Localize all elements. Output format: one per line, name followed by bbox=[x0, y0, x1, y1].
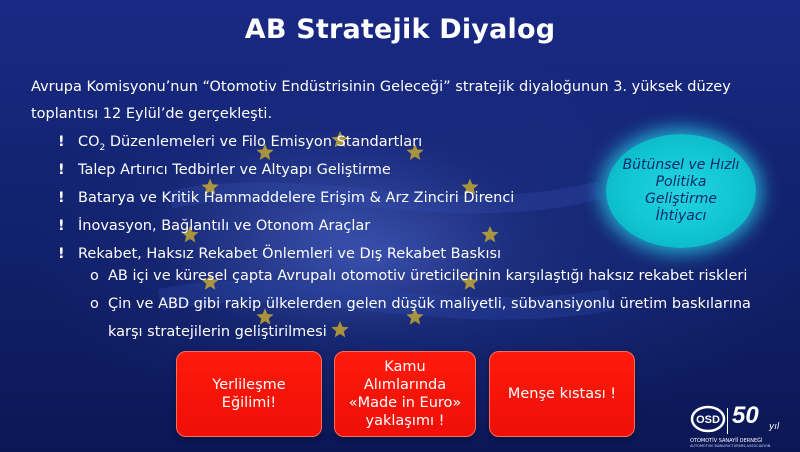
svg-text:OSD: OSD bbox=[696, 414, 720, 426]
logo-anniversary: 50 bbox=[732, 402, 759, 429]
box-localization bbox=[176, 351, 322, 437]
osd-logo-icon bbox=[690, 404, 726, 434]
callout-circle bbox=[606, 134, 756, 248]
sub-bullet-mark: o bbox=[90, 268, 99, 284]
bullet-mark: ! bbox=[58, 246, 65, 262]
box-text: Yerlileşme Eğilimi! bbox=[212, 377, 286, 411]
logo-anniversary-suffix: yıl bbox=[769, 422, 780, 432]
logo-org-sub: AUTOMOTIVE MANUFACTURERS ASSOCIATION bbox=[690, 444, 771, 448]
bullet-text: $CO_2$ Düzenlemeleri ve Filo Emisyon Standartları bbox=[78, 134, 423, 153]
sub-bullet-text: Çin ve ABD gibi rakip ülkelerden gelen düşük maliyetli, sübvansiyonlu üretim baskılarına karşı stratejilerin geliştirilmesi bbox=[108, 296, 751, 340]
callout-text: Bütünsel ve Hızlı Politika Geliştirme İhtiyacı bbox=[622, 157, 740, 224]
box-text: Kamu Alımlarında «Made in Euro» yaklaşımı ! bbox=[348, 359, 462, 429]
box-origin-criterion bbox=[489, 351, 635, 437]
intro-paragraph: Avrupa Komisyonu’nun “Otomotiv Endüstrisinin Geleceği” stratejik diyaloğunun 3. yüksek düzey toplantısı 12 Eylül’de gerçekleşti. bbox=[31, 79, 731, 122]
bullet-text: İnovasyon, Bağlantılı ve Otonom Araçlar bbox=[78, 218, 371, 234]
sub-bullet-mark: o bbox=[90, 296, 99, 312]
osd-logo bbox=[690, 402, 790, 450]
sub-bullet-text: AB içi ve küresel çapta Avrupalı otomotiv üreticilerinin karşılaştığı haksız rekabet riskleri bbox=[108, 268, 748, 284]
box-public-procurement bbox=[334, 351, 476, 437]
bullet-mark: ! bbox=[58, 134, 65, 150]
logo-separator bbox=[727, 408, 728, 434]
box-text: Menşe kıstası ! bbox=[507, 386, 617, 402]
bullet-text: Rekabet, Haksız Rekabet Önlemleri ve Dış Rekabet Baskısı bbox=[78, 246, 502, 262]
bullet-mark: ! bbox=[58, 162, 65, 178]
logo-org-name: OTOMOTİV SANAYİİ DERNEĞİ bbox=[690, 438, 763, 444]
bullet-mark: ! bbox=[58, 218, 65, 234]
bullet-text: Talep Artırıcı Tedbirler ve Altyapı Geliştirme bbox=[78, 162, 391, 178]
bullet-text: Batarya ve Kritik Hammaddelere Erişim & Arz Zinciri Direnci bbox=[78, 190, 515, 206]
page-title: AB Stratejik Diyalog bbox=[244, 14, 556, 45]
bullet-mark: ! bbox=[58, 190, 65, 206]
